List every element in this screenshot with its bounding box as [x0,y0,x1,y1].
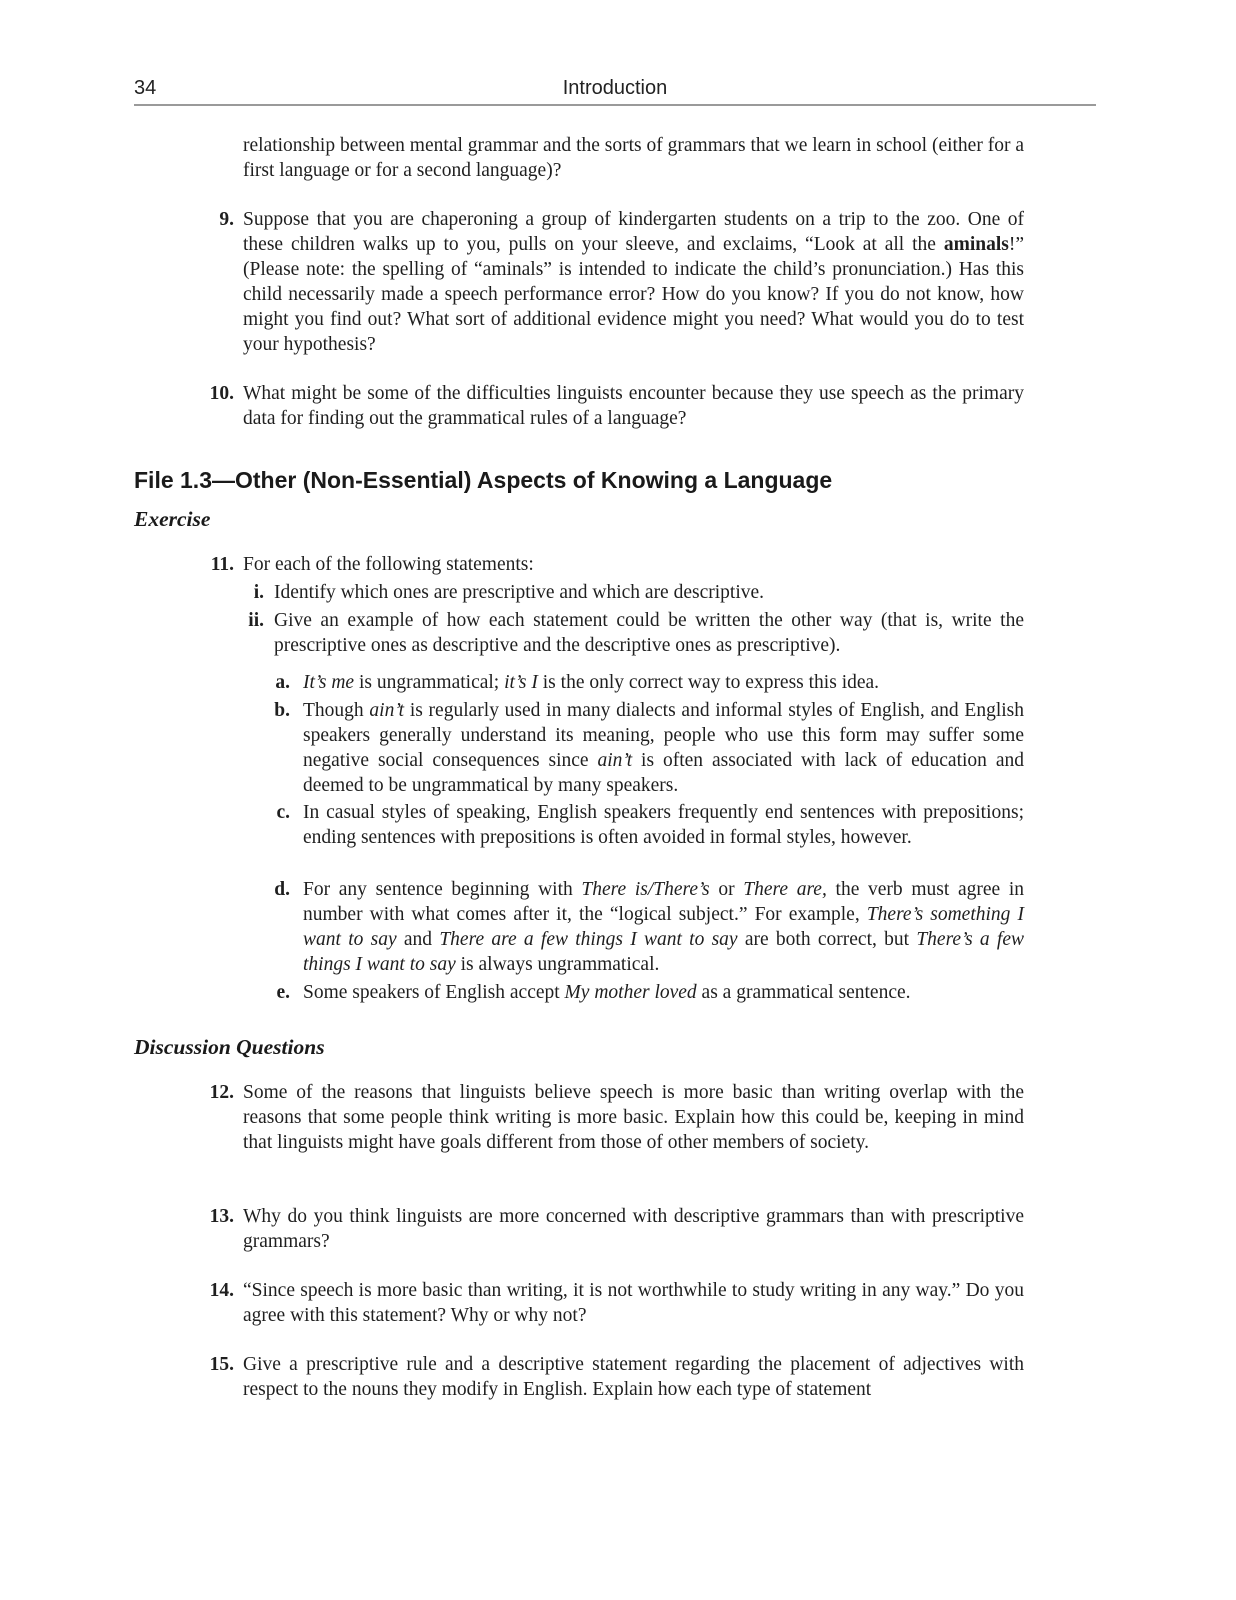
statement-label: c. [276,802,290,823]
question-text: Why do you think linguists are more concerned with descriptive grammars than with prescriptive grammars? [243,1206,1024,1252]
exercise-heading: Exercise [134,507,211,531]
statement-label: d. [274,879,290,900]
question-text: “Since speech is more basic than writing, it is not worthwhile to study writing in any way.” Do you agree with this statement? Why or why not? [243,1280,1024,1326]
running-title: Introduction [562,77,668,99]
italic-term: it’s I [504,672,538,693]
statement-a [303,670,1024,695]
question-text: Some of the reasons that linguists believe speech is more basic than writing overlap with the reasons that some people think writing is more basic. Explain how this could be, keeping in mind that linguists might have goals different from those of other members of society. [243,1082,1024,1153]
subitem-text: Give an example of how each statement could be written the other way (that is, write the prescriptive ones as descriptive and the descriptive ones as prescriptive). [274,610,1024,656]
question-number: 11. [210,554,234,575]
page-number: 34 [134,77,157,99]
italic-term: There’s a few things I want to say [303,929,1025,975]
discussion-heading: Discussion Questions [134,1035,325,1059]
statement-label: e. [276,982,290,1003]
question-text: Give a prescriptive rule and a descriptive statement regarding the placement of adjectives with respect to the nouns they modify in English. Explain how each type of statement [243,1354,1024,1400]
section-heading: File 1.3—Other (Non-Essential) Aspects of Knowing a Language [134,467,833,493]
text-span: the verb must agree in number with what comes after it, the “logical subject.” For example, [303,879,1024,925]
question-text: For each of the following statements: [243,554,534,575]
question-number: 9. [219,209,234,230]
text-span: as a grammatical sentence. [696,982,911,1003]
italic-term: It’s me [303,672,355,693]
question-number: 13. [209,1206,234,1227]
text-span: and [396,929,440,950]
italic-term: There are a few things I want to say [439,929,738,950]
italic-term: There’s something I want to say [303,904,1025,950]
text-span: Some speakers of English accept [303,982,565,1003]
text-span: are both correct, but [737,929,917,950]
statement-b [303,698,1024,798]
subitem-number: i. [253,582,264,603]
text-span: is the only correct way to express this idea. [537,672,880,693]
subitem-number: ii. [248,610,264,631]
statement-label: b. [274,700,290,721]
continuation-paragraph: relationship between mental grammar and the sorts of grammars that we learn in school (either for a first language or for a second language)? [243,135,1024,181]
running-header [134,76,1096,106]
question-text [243,207,1024,357]
text-span: Though [303,700,370,721]
statement-c: In casual styles of speaking, English speakers frequently end sentences with prepositions; ending sentences with prepositions is often avoided in formal styles, however. [303,802,1024,848]
text-span: is often associated with lack of education and deemed to be ungrammatical by many speakers. [303,750,1024,796]
italic-term: ain’t [597,750,633,771]
bold-term: aminals [943,234,1009,255]
text-span: is always ungrammatical. [455,954,660,975]
question-number: 14. [209,1280,234,1301]
text-span: !” (Please note: the spelling of “aminals” is intended to indicate the child’s pronunciation.) Has this child necessarily made a speech performance error? How do you know? If you do not know, how might you find out? What sort of additional evidence might you need? What would you do to test your hypothesis? [243,234,1024,355]
text-span: For any sentence beginning with [303,879,582,900]
question-text: What might be some of the difficulties linguists encounter because they use speech as the primary data for finding out the grammatical rules of a language? [243,383,1024,429]
italic-term: There is/There’s [581,879,710,900]
italic-term: ain’t [369,700,405,721]
subitem-text: Identify which ones are prescriptive and which are descriptive. [274,582,765,603]
statement-label: a. [275,672,290,693]
question-number: 12. [209,1082,234,1103]
italic-term: My mother loved [564,982,697,1003]
question-number: 10. [209,383,234,404]
text-span: is ungrammatical; [354,672,505,693]
text-span: is regularly used in many dialects and informal styles of English, and English speakers generally understand its meaning, people who use this form may suffer some negative social consequences since [303,700,1024,771]
text-span: Suppose that you are chaperoning a group of kindergarten students on a trip to the zoo. One of these children walks up to you, pulls on your sleeve, and exclaims, “Look at all the [243,209,1024,255]
question-number: 15. [209,1354,234,1375]
statement-d [303,877,1024,977]
statement-e [303,980,1024,1005]
text-span: or [709,879,744,900]
italic-term: There are, [743,879,827,900]
